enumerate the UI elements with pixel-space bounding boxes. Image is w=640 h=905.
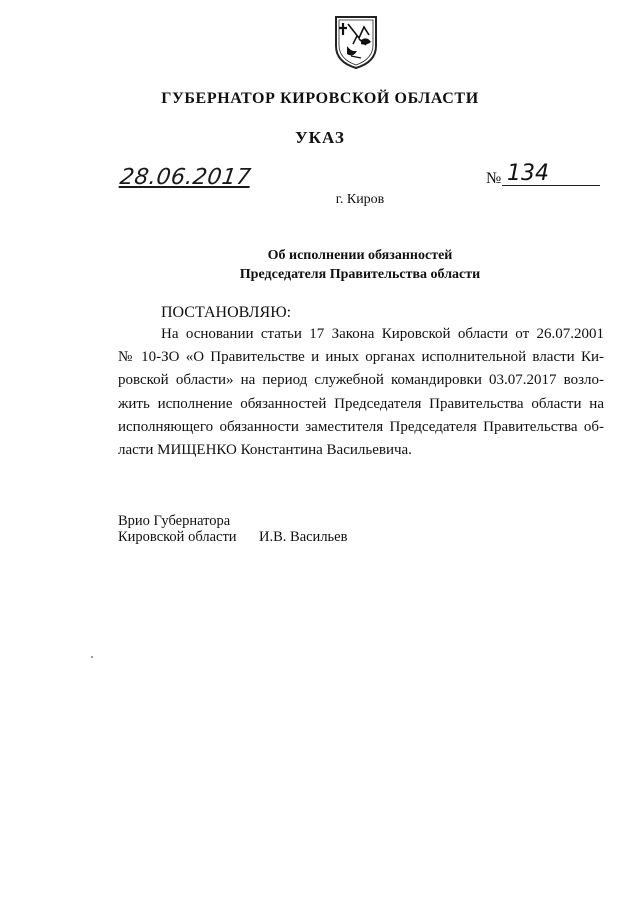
- document-subject: [0, 246, 640, 284]
- body-line: На основании статьи 17 Закона Кировской области от 26.07.2001: [161, 326, 604, 342]
- document-date: 28.06.2017: [118, 165, 253, 190]
- decree-word: ПОСТАНОВЛЯЮ:: [161, 304, 292, 321]
- body-line: жить исполнение обязанностей Председателя Правительства области на: [118, 395, 604, 412]
- signer-position-line-1: Врио Губернатора: [118, 513, 231, 529]
- subject-line-1: Об исполнении обязанностей: [267, 248, 453, 263]
- body-line: ласти МИЩЕНКО Константина Васильевича.: [118, 442, 412, 459]
- document-number: 134: [502, 162, 600, 186]
- body-line: исполняющего обязанности заместителя Председателя Правительства об-: [118, 418, 604, 435]
- coat-of-arms-icon: [333, 14, 379, 70]
- number-sign: №: [486, 170, 502, 187]
- scan-speck: [91, 656, 93, 658]
- subject-line-2: Председателя Правительства области: [239, 267, 481, 282]
- signer-name: И.В. Васильев: [259, 529, 348, 545]
- issuer-title: ГУБЕРНАТОР КИРОВСКОЙ ОБЛАСТИ: [161, 90, 479, 107]
- body-line: ровской области» на период служебной командировки 03.07.2017 возло-: [118, 372, 604, 389]
- signer-position-line-2: Кировской области: [118, 529, 237, 545]
- body-line: № 10-ЗО «О Правительстве и иных органах исполнительной власти Ки-: [118, 349, 604, 366]
- decree-body: [118, 323, 604, 462]
- city: г. Киров: [335, 192, 385, 207]
- document-type: УКАЗ: [295, 128, 345, 147]
